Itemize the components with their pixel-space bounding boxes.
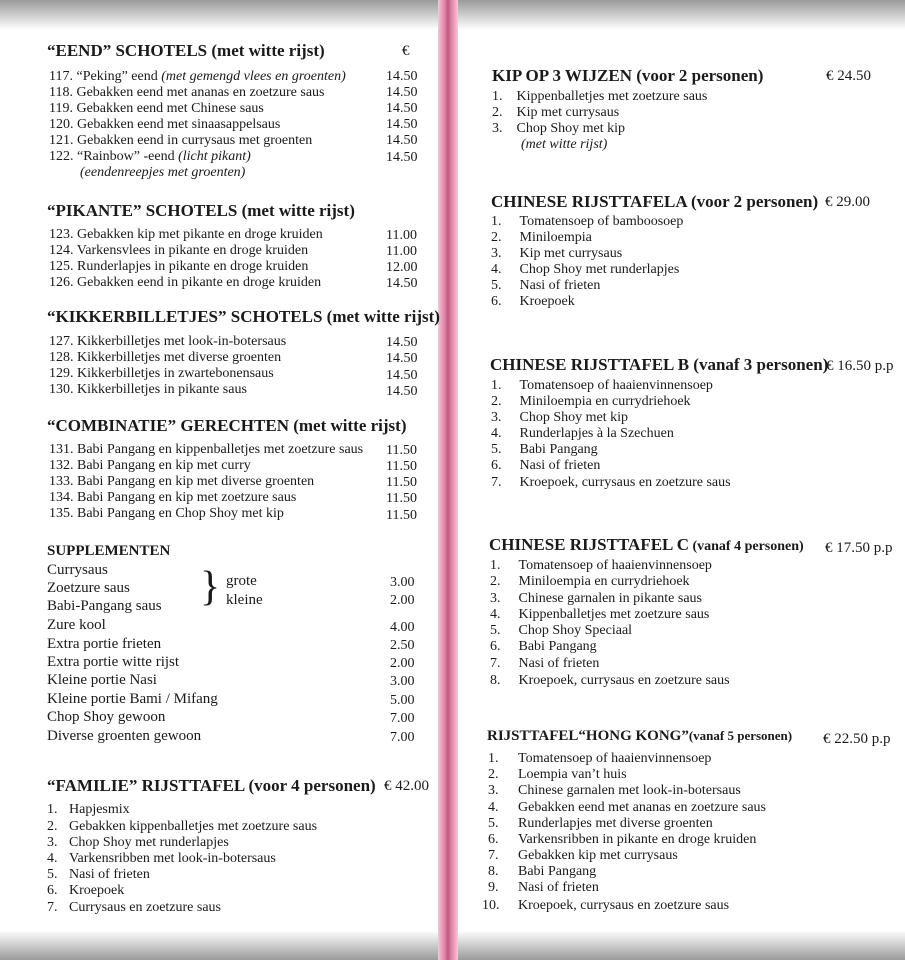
item-number: 4. — [47, 851, 58, 866]
item-number: 7. — [490, 656, 501, 671]
item-price: 3.00 — [390, 575, 415, 590]
item-number: 6. — [47, 883, 58, 898]
item-name: Kip met currysaus — [519, 246, 623, 261]
item-name: Kroepoek — [519, 294, 575, 309]
list-item: Diverse groenten gewoon — [47, 728, 202, 744]
brace-symbol: } — [200, 564, 221, 610]
hong-kong-subtitle: (vanaf 5 personen) — [688, 728, 793, 743]
list-item — [47, 900, 221, 916]
item-number: 10. — [482, 898, 500, 913]
item-price: 12.00 — [386, 260, 418, 275]
item-name: Babi Pangang — [519, 442, 598, 457]
item-number: 1. — [491, 378, 502, 393]
item-number: 9. — [488, 880, 499, 895]
item-number: 126. — [49, 275, 74, 290]
item-note: (licht pikant) — [178, 149, 251, 164]
list-item — [49, 506, 284, 522]
item-name: Loempia van’t huis — [518, 767, 627, 782]
sauce-item: Babi-Pangang saus — [47, 598, 162, 614]
item-number: 128. — [49, 350, 74, 365]
list-item — [49, 243, 308, 259]
item-name: Varkensribben in pikante en droge kruiden — [518, 832, 757, 847]
item-number: 5. — [47, 867, 58, 882]
list-item — [491, 410, 628, 426]
item-name: Nasi of frieten — [69, 867, 150, 882]
item-price: 11.50 — [386, 508, 417, 523]
item-name: Runderlapjes in pikante en droge kruiden — [77, 259, 309, 274]
item-number: 135. — [49, 506, 74, 521]
rijsttafel-c-subtitle: (vanaf 4 personen) — [688, 539, 804, 554]
item-note: (met witte rijst) — [521, 137, 608, 152]
item-price: 14.50 — [386, 133, 418, 148]
list-item: Kleine portie Bami / Mifang — [47, 691, 218, 707]
list-item — [47, 883, 124, 899]
list-item — [492, 121, 625, 137]
item-name: “Rainbow” -eend — [77, 149, 179, 164]
size-label: kleine — [226, 592, 263, 608]
sauce-item: Currysaus — [47, 562, 108, 578]
list-item — [49, 133, 312, 149]
list-item — [49, 458, 251, 474]
item-number: 4. — [491, 426, 502, 441]
rijsttafel-c-price: € 17.50 p.p — [825, 540, 893, 556]
list-item — [488, 783, 741, 799]
item-name: Kikkerbilletjes met diverse groenten — [77, 350, 282, 365]
list-item — [49, 490, 296, 506]
item-name: Kikkerbilletjes in pikante saus — [77, 382, 247, 397]
item-number: 134. — [49, 490, 74, 505]
item-price: 4.00 — [390, 620, 415, 635]
item-number: 129. — [49, 366, 74, 381]
item-name: Gebakken eend met sinaasappelsaus — [77, 117, 281, 132]
list-item — [49, 69, 346, 85]
list-item — [49, 350, 281, 366]
item-name: Varkensribben met look-in-botersaus — [69, 851, 276, 866]
item-number: 1. — [492, 89, 503, 104]
item-name: Babi Pangang en kippenballetjes met zoetzure saus — [77, 442, 364, 457]
item-number: 121. — [49, 133, 74, 148]
list-item — [47, 851, 276, 867]
item-name: Babi Pangang en kip met diverse groenten — [77, 474, 315, 489]
item-name: Tomatensoep of haaienvinnensoep — [518, 558, 712, 573]
item-number: 6. — [490, 639, 501, 654]
item-name: Gebakken kippenballetjes met zoetzure saus — [69, 819, 318, 834]
item-name: Gebakken eend in currysaus met groenten — [77, 133, 313, 148]
item-price: 7.00 — [390, 730, 415, 745]
item-number: 122. — [49, 149, 74, 164]
item-name: Nasi of frieten — [518, 880, 599, 895]
list-item — [47, 835, 229, 851]
item-price: 14.50 — [386, 150, 418, 165]
item-name: Nasi of frieten — [518, 656, 600, 671]
item-price: 14.50 — [386, 368, 418, 383]
list-item — [49, 474, 314, 490]
item-number: 3. — [491, 246, 502, 261]
item-number: 117. — [49, 69, 73, 84]
item-name: Runderlapjes met diverse groenten — [518, 816, 713, 831]
item-price: 2.50 — [390, 638, 415, 653]
item-number: 6. — [488, 832, 499, 847]
kikkerbilletjes-heading: “KIKKERBILLETJES” SCHOTELS (met witte rijst) — [47, 307, 440, 326]
item-price: 14.50 — [386, 335, 418, 350]
item-price: 11.00 — [386, 228, 417, 243]
item-name: Chop Shoy met runderlapjes — [69, 835, 229, 850]
item-name: Gebakken kip met pikante en droge kruiden — [77, 227, 323, 242]
item-number: 1. — [490, 558, 501, 573]
rijsttafel-c-title: CHINESE RIJSTTAFEL C — [489, 535, 689, 554]
item-number: 6. — [491, 294, 502, 309]
list-item — [49, 259, 308, 275]
item-name: Kroepoek, currysaus en zoetzure saus — [519, 475, 731, 490]
item-name: Kippenballetjes met zoetzure saus — [518, 607, 710, 622]
item-number: 124. — [49, 243, 74, 258]
item-number: 4. — [490, 607, 501, 622]
item-subnote: (eendenreepjes met groenten) — [80, 165, 246, 180]
item-number: 5. — [491, 442, 502, 457]
item-price: 5.00 — [390, 693, 415, 708]
rijsttafel-a-price: € 29.00 — [825, 194, 870, 210]
list-item — [491, 475, 731, 491]
item-number: 4. — [491, 262, 502, 277]
item-name: Gebakken eend met Chinese saus — [76, 101, 264, 116]
familie-heading: “FAMILIE” RIJSTTAFEL (voor 4 personen) — [47, 776, 376, 795]
item-number: 6. — [491, 458, 502, 473]
list-item — [47, 819, 317, 835]
item-number: 5. — [490, 623, 501, 638]
item-price: 14.50 — [386, 69, 418, 84]
item-price: 11.00 — [386, 244, 417, 259]
item-price: 2.00 — [390, 656, 415, 671]
item-number: 131. — [49, 442, 74, 457]
item-name: Babi Pangang en Chop Shoy met kip — [77, 506, 284, 521]
item-number: 2. — [47, 819, 58, 834]
list-item — [49, 101, 264, 117]
item-number: 1. — [491, 214, 502, 229]
list-item — [492, 89, 707, 105]
list-item — [490, 574, 690, 590]
item-number: 1. — [488, 751, 499, 766]
item-name: Miniloempia en currydriehoek — [519, 394, 691, 409]
item-name: Kroepoek, currysaus en zoetzure saus — [518, 673, 730, 688]
list-item — [491, 426, 674, 442]
item-name: Tomatensoep of bamboosoep — [519, 214, 684, 229]
list-item: Kleine portie Nasi — [47, 672, 157, 688]
item-number: 5. — [491, 278, 502, 293]
list-item: Zure kool — [47, 617, 106, 633]
item-name: Chop Shoy met runderlapjes — [519, 262, 680, 277]
item-number: 3. — [490, 591, 501, 606]
rijsttafel-b-price: € 16.50 p.p — [826, 358, 894, 374]
item-name: Tomatensoep of haaienvinnensoep — [519, 378, 713, 393]
item-name: Currysaus en zoetzure saus — [69, 900, 222, 915]
item-name: Babi Pangang — [518, 639, 597, 654]
list-item — [491, 262, 679, 278]
list-item — [490, 639, 597, 655]
item-number: 8. — [490, 673, 501, 688]
item-number: 127. — [49, 334, 74, 349]
list-item — [490, 656, 599, 672]
item-number: 4. — [488, 800, 499, 815]
item-number: 130. — [49, 382, 74, 397]
list-item — [491, 378, 713, 394]
list-item — [491, 246, 622, 262]
list-item: Chop Shoy gewoon — [47, 709, 166, 725]
item-number: 119. — [49, 101, 73, 116]
list-item — [491, 394, 691, 410]
pikante-heading: “PIKANTE” SCHOTELS (met witte rijst) — [47, 201, 355, 220]
eend-heading: “EEND” SCHOTELS (met witte rijst) — [47, 41, 325, 60]
list-item — [482, 898, 729, 914]
list-item — [49, 85, 324, 101]
list-item — [490, 623, 632, 639]
item-price: 2.00 — [390, 593, 415, 608]
list-item — [488, 800, 766, 816]
item-name: Miniloempia en currydriehoek — [518, 574, 690, 589]
item-name: Miniloempia — [519, 230, 592, 245]
rijsttafel-b-heading: CHINESE RIJSTTAFEL B (vanaf 3 personen) — [490, 355, 829, 374]
item-number: 3. — [47, 835, 58, 850]
supplementen-heading: SUPPLEMENTEN — [47, 543, 171, 559]
item-name: Babi Pangang en kip met zoetzure saus — [77, 490, 297, 505]
item-name: Gebakken eend in pikante en droge kruiden — [77, 275, 322, 290]
list-item — [488, 848, 678, 864]
item-name: Nasi of frieten — [519, 458, 601, 473]
list-item — [491, 278, 600, 294]
item-price: 11.50 — [386, 475, 417, 490]
list-item — [491, 442, 598, 458]
list-item — [488, 751, 711, 767]
item-price: 11.50 — [386, 491, 417, 506]
list-item — [490, 591, 702, 607]
item-number: 7. — [488, 848, 499, 863]
item-price: 14.50 — [386, 101, 418, 116]
item-name: Babi Pangang en kip met curry — [77, 458, 251, 473]
list-item — [49, 334, 286, 350]
item-note: (met gemengd vlees en groenten) — [161, 69, 346, 84]
item-price: 11.50 — [386, 443, 417, 458]
item-name: Kroepoek — [69, 883, 125, 898]
rijsttafel-c-heading — [489, 535, 804, 555]
hong-kong-title: RIJSTTAFEL“HONG KONG” — [487, 728, 689, 744]
item-price: 14.50 — [386, 276, 418, 291]
item-number: 125. — [49, 259, 74, 274]
item-name: Kip met currysaus — [516, 105, 620, 120]
item-name: Kroepoek, currysaus en zoetzure saus — [518, 898, 730, 913]
combinatie-heading: “COMBINATIE” GERECHTEN (met witte rijst) — [47, 416, 407, 435]
hong-kong-heading — [487, 728, 792, 745]
kip-3-wijzen-heading: KIP OP 3 WIJZEN (voor 2 personen) — [492, 66, 764, 85]
item-name: Gebakken eend met ananas en zoetzure saus — [518, 800, 766, 815]
list-item — [49, 149, 251, 165]
list-item — [491, 294, 575, 310]
rijsttafel-a-heading: CHINESE RIJSTTAFELA (voor 2 personen) — [491, 192, 819, 211]
item-number: 2. — [492, 105, 503, 120]
sauce-item: Zoetzure saus — [47, 580, 130, 596]
item-name: Chinese garnalen met look-in-botersaus — [518, 783, 741, 798]
item-number: 5. — [488, 816, 499, 831]
item-name: Chop Shoy met kip — [519, 410, 629, 425]
item-number: 2. — [491, 230, 502, 245]
item-number: 7. — [491, 475, 502, 490]
item-name: Nasi of frieten — [519, 278, 601, 293]
item-name: Varkensvlees in pikante en droge kruiden — [76, 243, 309, 258]
list-item — [49, 117, 280, 133]
item-price: 14.50 — [386, 351, 418, 366]
list-item — [491, 230, 592, 246]
familie-price: € 42.00 — [384, 778, 429, 794]
item-number: 2. — [490, 574, 501, 589]
list-item — [488, 864, 596, 880]
item-name: Kikkerbilletjes in zwartebonensaus — [77, 366, 274, 381]
item-number: 3. — [488, 783, 499, 798]
item-number: 133. — [49, 474, 74, 489]
list-item — [47, 867, 150, 883]
list-item — [491, 214, 683, 230]
list-item — [488, 767, 627, 783]
item-number: 3. — [491, 410, 502, 425]
list-item — [491, 458, 600, 474]
menu-fold — [438, 0, 458, 960]
list-item — [49, 227, 323, 243]
kip-3-wijzen-price: € 24.50 — [826, 68, 871, 84]
item-name: Runderlapjes à la Szechuen — [519, 426, 674, 441]
list-item — [49, 382, 247, 398]
item-number: 2. — [491, 394, 502, 409]
size-label: grote — [226, 573, 257, 589]
item-price: 11.50 — [386, 459, 417, 474]
item-number: 2. — [488, 767, 499, 782]
item-name: Gebakken kip met currysaus — [518, 848, 678, 863]
list-item — [492, 105, 619, 121]
item-number: 132. — [49, 458, 74, 473]
item-price: 14.50 — [386, 85, 418, 100]
list-item — [488, 880, 599, 896]
list-item — [49, 275, 321, 291]
currency-header: € — [402, 43, 410, 59]
list-item: Extra portie witte rijst — [47, 654, 180, 670]
item-price: 14.50 — [386, 117, 418, 132]
list-item — [49, 442, 363, 458]
item-number: 123. — [49, 227, 74, 242]
item-name: Kippenballetjes met zoetzure saus — [516, 89, 708, 104]
list-item — [488, 832, 756, 848]
item-name: Babi Pangang — [518, 864, 597, 879]
item-number: 118. — [49, 85, 73, 100]
list-item — [490, 673, 730, 689]
list-item — [47, 802, 130, 818]
item-price: 14.50 — [386, 384, 418, 399]
item-name: Kikkerbilletjes met look-in-botersaus — [77, 334, 287, 349]
item-price: 3.00 — [390, 674, 415, 689]
list-item: Extra portie frieten — [47, 636, 162, 652]
item-price: 7.00 — [390, 711, 415, 726]
item-number: 8. — [488, 864, 499, 879]
list-item — [490, 607, 709, 623]
item-name: Gebakken eend met ananas en zoetzure saus — [76, 85, 325, 100]
item-name: Chop Shoy met kip — [516, 121, 626, 136]
list-item — [49, 366, 274, 382]
list-item — [490, 558, 712, 574]
item-number: 1. — [47, 802, 58, 817]
list-item — [488, 816, 713, 832]
item-number: 7. — [47, 900, 58, 915]
item-name: “Peking” eend — [76, 69, 162, 84]
item-name: Chop Shoy Speciaal — [518, 623, 633, 638]
item-number: 120. — [49, 117, 74, 132]
item-number: 3. — [492, 121, 503, 136]
item-name: Hapjesmix — [69, 802, 130, 817]
hong-kong-price: € 22.50 p.p — [823, 731, 891, 747]
item-name: Tomatensoep of haaienvinnensoep — [518, 751, 712, 766]
item-name: Chinese garnalen in pikante saus — [518, 591, 703, 606]
